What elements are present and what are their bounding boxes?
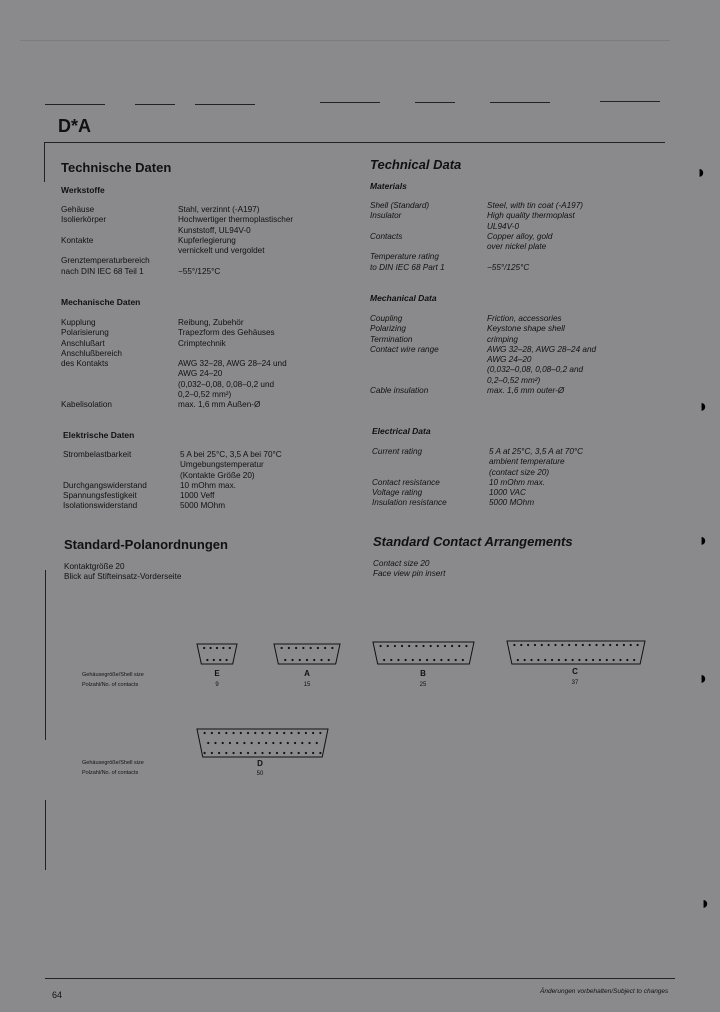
connector-pin [602, 644, 604, 646]
de-mechanical-heading: Mechanische Daten [61, 297, 141, 307]
connector-b-count: 25 [419, 682, 427, 688]
label [370, 242, 445, 252]
value: 1000 VAC [489, 488, 526, 498]
margin-mark-icon: ◗ [696, 162, 707, 182]
label: Termination [370, 334, 413, 344]
label [61, 246, 150, 256]
label: Anschlußart [61, 338, 105, 348]
page-header: D*A [58, 116, 92, 136]
value: (0,032–0,08, 0,08–0,2 and [487, 365, 584, 375]
value: AWG 24–20 [487, 355, 532, 365]
connector-pin [537, 659, 539, 661]
connector-pin [390, 659, 392, 661]
shell-size-label: Gehäusegröße/Shell size [82, 672, 144, 678]
connector-e-drawing [195, 642, 239, 666]
contacts-count-label: Polzahl/No. of contacts [82, 770, 139, 776]
footer-rule [45, 978, 675, 979]
connector-pin [592, 659, 594, 661]
connector-c-letter: C [572, 667, 578, 676]
label: Strombelastbarkeit [63, 450, 132, 459]
connector-pin [578, 659, 580, 661]
connector-pin [298, 752, 300, 754]
de-arrangements-line2: Blick auf Stifteinsatz-Vorderseite [64, 572, 182, 581]
label: Gehäuse [61, 205, 95, 214]
label: Polarisierung [61, 328, 109, 338]
de-mechanical-values [178, 318, 287, 411]
connector-pin [232, 752, 234, 754]
connector-pin [513, 644, 515, 646]
connector-pin [324, 647, 326, 649]
connector-d-letter: D [257, 759, 263, 768]
connector-pin [204, 732, 206, 734]
connector-pin [394, 645, 396, 647]
label [61, 390, 122, 400]
connector-pin [520, 644, 522, 646]
connector-e-count: 9 [215, 682, 219, 688]
en-title: Technical Data [370, 157, 462, 172]
connector-a-letter: A [304, 669, 310, 678]
connector-pin [207, 742, 209, 744]
label: Insulation resistance [372, 498, 447, 508]
header-rule-segment [490, 102, 550, 103]
de-arrangements-line1: Kontaktgröße 20 [64, 562, 125, 571]
connector-pin [211, 752, 213, 754]
connector-pin [232, 732, 234, 734]
value [487, 252, 583, 262]
connector-pin [599, 659, 601, 661]
de-materials-heading: Werkstoffe [61, 185, 105, 195]
header-rule-segment [320, 102, 380, 103]
connector-pin [534, 644, 536, 646]
label: Anschlußbereich [61, 348, 122, 358]
connector-pin [222, 647, 224, 649]
connector-pin [204, 752, 206, 754]
connector-pin [312, 732, 314, 734]
label: des Kontakts [61, 359, 109, 369]
connector-pin [412, 659, 414, 661]
value: Keystone shape shell [487, 324, 565, 334]
connector-pin [302, 647, 304, 649]
connector-pin [283, 752, 285, 754]
connector-pin [251, 742, 253, 744]
header-rule-segment [600, 101, 660, 102]
label: Temperature rating [370, 252, 439, 262]
connector-pin [568, 644, 570, 646]
connector-pin [269, 752, 271, 754]
connector-pin [291, 659, 293, 661]
connector-pin [440, 659, 442, 661]
value: 5000 MOhm [489, 498, 535, 508]
label [63, 460, 147, 470]
connector-a-count: 15 [303, 682, 311, 688]
de-materials-values [178, 205, 293, 277]
connector-pin [633, 659, 635, 661]
connector-pin [561, 644, 563, 646]
connector-pin [328, 659, 330, 661]
connector-pin [387, 645, 389, 647]
connector-pin [236, 742, 238, 744]
shell-size-label: Gehäusegröße/Shell size [82, 760, 144, 766]
connector-pin [623, 644, 625, 646]
connector-pin [613, 659, 615, 661]
connector-pin [524, 659, 526, 661]
label: Contact resistance [372, 477, 440, 487]
connector-pin [276, 752, 278, 754]
connector-pin [219, 659, 221, 661]
connector-pin [306, 659, 308, 661]
value: Kupferlegierung [178, 235, 236, 245]
connector-pin [616, 644, 618, 646]
margin-rule [45, 800, 46, 870]
connector-pin [595, 644, 597, 646]
value: AWG 24–20 [178, 369, 223, 379]
en-mechanical-heading: Mechanical Data [370, 293, 437, 303]
connector-pin [401, 645, 403, 647]
connector-pin [606, 659, 608, 661]
label: Polarizing [370, 324, 406, 334]
label: Grenztemperaturbereich [61, 256, 150, 266]
label: Shell (Standard) [370, 201, 430, 210]
value: max. 1,6 mm Außen-Ø [178, 400, 261, 410]
connector-c-count: 37 [571, 680, 579, 686]
connector-pin [419, 659, 421, 661]
connector-pin [455, 659, 457, 661]
connector-pin [288, 647, 290, 649]
en-materials-labels [370, 201, 445, 273]
connector-pin [261, 752, 263, 754]
header-rule-segment [195, 104, 255, 105]
connector-pin [317, 647, 319, 649]
connector-b-drawing [371, 640, 476, 666]
connector-a-drawing [272, 642, 342, 666]
scan-artifact-line [20, 40, 670, 41]
connector-pin [243, 742, 245, 744]
label [370, 376, 439, 386]
connector-pin [229, 647, 231, 649]
connector-pin [206, 659, 208, 661]
value: (contact size 20) [489, 467, 550, 477]
value: 0,2–0,52 mm²) [178, 390, 232, 400]
de-arrangements-heading: Standard-Polanordnungen [64, 537, 228, 552]
value: High quality thermoplast [487, 211, 575, 221]
page-number: 64 [52, 990, 63, 1000]
connector-pin [312, 752, 314, 754]
connector-pin [575, 644, 577, 646]
connector-pin [422, 645, 424, 647]
connector-pin [308, 742, 310, 744]
de-electrical-heading: Elektrische Daten [63, 430, 135, 440]
connector-pin [272, 742, 274, 744]
connector-pin [269, 732, 271, 734]
connector-pin [298, 732, 300, 734]
en-electrical-labels [372, 447, 447, 509]
value: Copper alloy, gold [487, 231, 553, 241]
value: max. 1,6 mm outer-Ø [487, 386, 565, 396]
connector-pin [214, 742, 216, 744]
connector-pin [305, 732, 307, 734]
contacts-count-label: Polzahl/No. of contacts [82, 682, 139, 688]
connector-pin [554, 644, 556, 646]
connector-pin [247, 732, 249, 734]
connector-pin [225, 752, 227, 754]
label: Insulator [370, 211, 402, 221]
connector-pin [258, 742, 260, 744]
label: Cable insulation [370, 386, 429, 396]
en-arrangements-line2: Face view pin insert [373, 569, 446, 578]
connector-pin [451, 645, 453, 647]
connector-pin [447, 659, 449, 661]
value: Umgebungstemperatur [180, 460, 264, 470]
header-rule-segment [45, 104, 105, 105]
value [178, 349, 287, 359]
label: Durchgangswiderstand [63, 480, 147, 490]
value: −55°/125°C [178, 266, 221, 276]
margin-mark-icon: ◗ [698, 396, 709, 416]
margin-rule [44, 142, 45, 182]
label: Current rating [372, 447, 423, 456]
connector-pin [210, 647, 212, 649]
connector-b-letter: B [420, 669, 426, 678]
en-mechanical-labels [370, 314, 439, 396]
header-bottom-rule [45, 142, 665, 143]
connector-pin [240, 752, 242, 754]
connector-pin [299, 659, 301, 661]
value: (0,032–0,08, 0,08–0,2 und [178, 379, 275, 389]
en-electrical-values [489, 447, 583, 509]
connector-pin [630, 644, 632, 646]
connector-pin [254, 732, 256, 734]
label: Coupling [370, 314, 403, 323]
connector-pin [290, 752, 292, 754]
label [372, 457, 447, 467]
label: to DIN IEC 68 Part 1 [370, 262, 445, 272]
connector-pin [240, 732, 242, 734]
connector-pin [383, 659, 385, 661]
connector-pin [541, 644, 543, 646]
de-mechanical-labels [61, 318, 122, 411]
header-rule-segment [135, 104, 175, 105]
connector-pin [433, 659, 435, 661]
label: Kupplung [61, 318, 96, 327]
connector-pin [558, 659, 560, 661]
label [63, 471, 147, 481]
connector-pin [218, 752, 220, 754]
value: Stahl, verzinnt (-A197) [178, 205, 260, 214]
connector-pin [216, 647, 218, 649]
value: 10 mOhm max. [489, 477, 545, 487]
connector-pin [276, 732, 278, 734]
connector-pin [294, 742, 296, 744]
value: vernickelt und vergoldet [178, 246, 265, 256]
value: crimping [487, 334, 518, 344]
connector-pin [320, 659, 322, 661]
label: Contacts [370, 231, 403, 241]
connector-pin [254, 752, 256, 754]
label: nach DIN IEC 68 Teil 1 [61, 266, 144, 276]
margin-mark-icon: ◗ [698, 668, 709, 688]
connector-pin [283, 732, 285, 734]
value: 0,2–0,52 mm²) [487, 375, 541, 385]
value: UL94V-0 [487, 221, 520, 231]
label [370, 222, 445, 232]
value: Trapezform des Gehäuses [178, 328, 275, 338]
value: −55°/125°C [487, 262, 530, 272]
value: Crimptechnik [178, 338, 226, 348]
connector-pin [405, 659, 407, 661]
value: Steel, with tin coat (-A197) [487, 201, 584, 210]
connector-e-letter: E [214, 669, 220, 678]
connector-pin [609, 644, 611, 646]
connector-pin [313, 659, 315, 661]
connector-pin [517, 659, 519, 661]
connector-pin [319, 752, 321, 754]
connector-pin [310, 647, 312, 649]
value: 5000 MOhm [180, 501, 226, 511]
connector-pin [279, 742, 281, 744]
value: Friction, accessories [487, 314, 562, 323]
connector-pin [213, 659, 215, 661]
connector-pin [319, 732, 321, 734]
en-arrangements-heading: Standard Contact Arrangements [373, 534, 573, 549]
value: 1000 Veff [180, 491, 215, 501]
value: Hochwertiger thermoplastischer [178, 215, 294, 225]
connector-pin [415, 645, 417, 647]
de-electrical-values [180, 450, 282, 512]
value [178, 256, 293, 266]
value: ambient temperature [489, 457, 565, 467]
connector-pin [225, 732, 227, 734]
label: Kabelisolation [61, 400, 112, 410]
label: Voltage rating [372, 488, 423, 498]
connector-pin [261, 732, 263, 734]
en-materials-values [487, 201, 583, 273]
connector-d-drawing [195, 727, 330, 759]
connector-pin [585, 659, 587, 661]
value: AWG 32–28, AWG 28–24 und [178, 359, 287, 369]
connector-pin [462, 659, 464, 661]
connector-pin [582, 644, 584, 646]
connector-pin [551, 659, 553, 661]
connector-pin [265, 742, 267, 744]
label: Isolierkörper [61, 215, 107, 225]
connector-pin [544, 659, 546, 661]
connector-pin [530, 659, 532, 661]
en-materials-heading: Materials [370, 181, 407, 191]
connector-d-count: 50 [256, 771, 264, 777]
value: 5 A bei 25°C, 3,5 A bei 70°C [180, 450, 282, 459]
label: Isolationswiderstand [63, 501, 138, 511]
value: over nickel plate [487, 242, 547, 252]
connector-pin [226, 659, 228, 661]
connector-pin [619, 659, 621, 661]
connector-pin [437, 645, 439, 647]
connector-pin [316, 742, 318, 744]
margin-mark-icon: ◗ [700, 893, 711, 913]
connector-pin [626, 659, 628, 661]
connector-pin [465, 645, 467, 647]
connector-pin [430, 645, 432, 647]
connector-pin [203, 647, 205, 649]
en-arrangements-line1: Contact size 20 [373, 559, 430, 568]
connector-pin [527, 644, 529, 646]
connector-pin [458, 645, 460, 647]
connector-pin [426, 659, 428, 661]
connector-pin [589, 644, 591, 646]
value: 10 mOhm max. [180, 480, 236, 490]
connector-pin [565, 659, 567, 661]
connector-pin [305, 752, 307, 754]
connector-pin [444, 645, 446, 647]
label [61, 369, 122, 379]
margin-mark-icon: ◗ [698, 530, 709, 550]
value: 5 A at 25°C, 3,5 A at 70°C [489, 447, 584, 456]
value: (Kontakte Größe 20) [180, 470, 255, 480]
de-electrical-labels [63, 450, 147, 512]
connector-pin [636, 644, 638, 646]
connector-pin [281, 647, 283, 649]
value: AWG 32–28, AWG 28–24 and [487, 344, 597, 354]
footer-note: Änderungen vorbehalten/Subject to changes [540, 988, 669, 995]
connector-pin [287, 742, 289, 744]
label: Spannungsfestigkeit [63, 491, 137, 501]
connector-pin [295, 647, 297, 649]
connector-pin [218, 732, 220, 734]
connector-pin [290, 732, 292, 734]
en-electrical-heading: Electrical Data [372, 426, 431, 436]
connector-pin [408, 645, 410, 647]
connector-pin [301, 742, 303, 744]
connector-pin [222, 742, 224, 744]
label [370, 355, 439, 365]
connector-pin [379, 645, 381, 647]
label: Contact wire range [370, 344, 439, 354]
connector-pin [229, 742, 231, 744]
connector-pin [548, 644, 550, 646]
en-mechanical-values [487, 314, 596, 396]
label [370, 365, 439, 375]
label [61, 380, 122, 390]
margin-rule [45, 570, 46, 740]
connector-c-drawing [505, 639, 647, 666]
connector-pin [247, 752, 249, 754]
connector-pin [284, 659, 286, 661]
value: Reibung, Zubehör [178, 318, 244, 327]
header-rule-segment [415, 102, 455, 103]
label [372, 468, 447, 478]
label [61, 226, 150, 236]
connector-pin [331, 647, 333, 649]
label: Kontakte [61, 235, 94, 245]
connector-pin [211, 732, 213, 734]
connector-pin [397, 659, 399, 661]
de-materials-labels [61, 205, 150, 277]
de-title: Technische Daten [61, 160, 172, 175]
value: Kunststoff, UL94V-0 [178, 225, 251, 235]
connector-pin [571, 659, 573, 661]
